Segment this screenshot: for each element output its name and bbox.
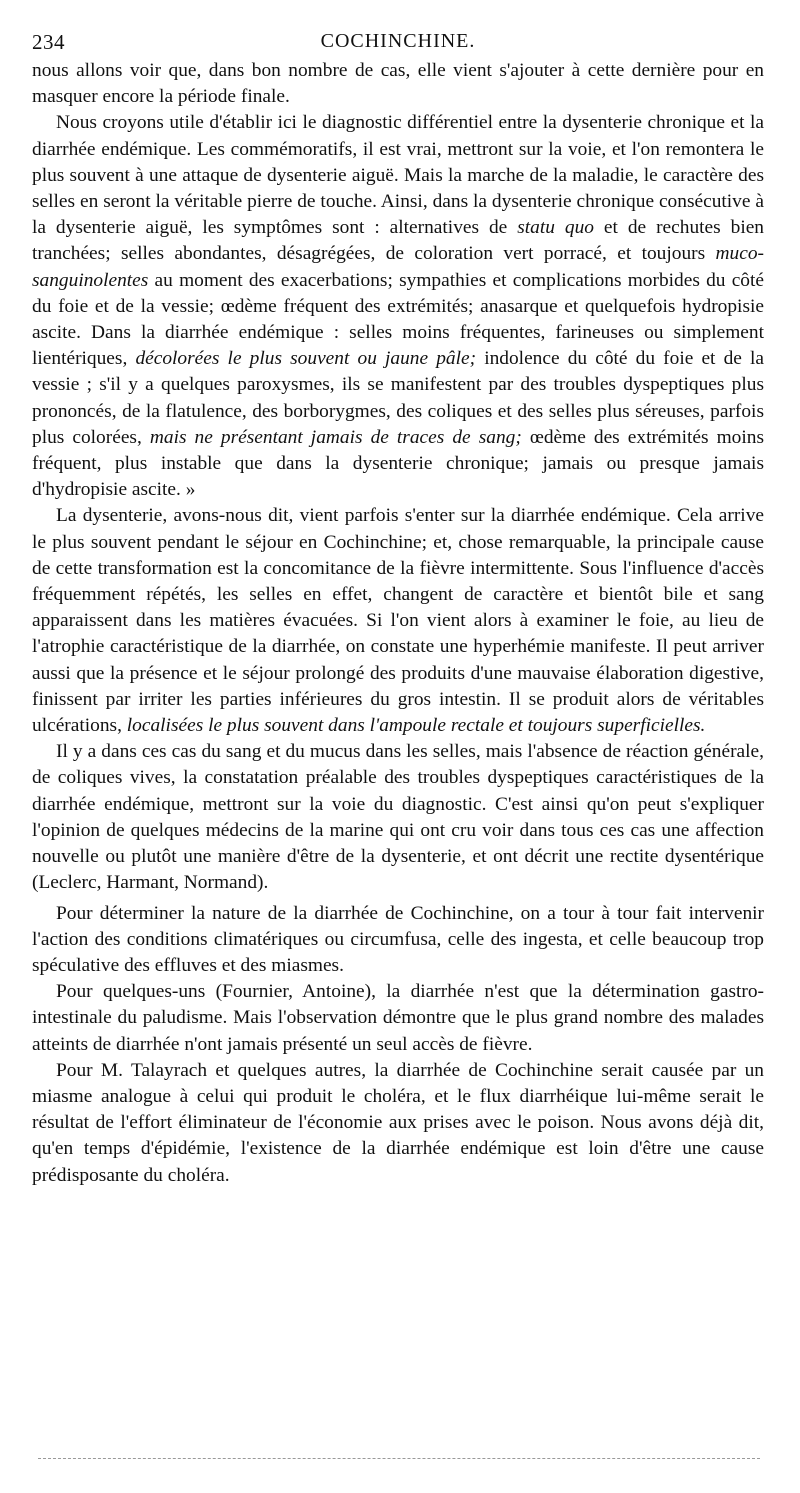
page-header <box>32 30 764 58</box>
text-run: Nous croyons utile d'établir ici le diagnostic différentiel entre la dysenterie chronique et la diarrhée endémique. Les commémoratifs, il est vrai, mettront sur la voie, et l'on remontera le plus souvent à une attaque de dysenterie aiguë. Mais la marche de la maladie, le caractère des selles en seront la véritable pierre de touche. Ainsi, dans la dysenterie chronique consécutive à la dysenterie aiguë, les symptômes sont : alternatives de <box>32 112 764 239</box>
text-run: indolence du côté du foie et de la vessie ; s'il y a quelques paroxysmes, ils se manifestent par des troubles dyspeptiques plus prononcés, de la flatulence, des borborygmes, des coliques et des selles plus séreuses, parfois plus colorées, <box>32 348 764 448</box>
text-run: nous allons voir que, dans bon nombre de cas, elle vient s'ajouter à cette dernière pour en masquer encore la période finale. <box>32 60 764 108</box>
italic-text: localisées le plus souvent dans l'ampoule rectale et toujours superficielles. <box>126 715 706 737</box>
page-number: 234 <box>32 30 65 54</box>
paragraph-paludisme <box>32 979 764 1058</box>
text-run: Pour M. Talayrach et quelques autres, la diarrhée de Cochinchine serait causée par un miasme analogue à celui qui produit le choléra, et le flux diarrhéique lui-même serait le résultat de l'effort éliminateur de l'économie aux prises avec le poison. Nous avons déjà dit, qu'en temps d'épidémie, l'existence de la diarrhée endémique est loin d'être une cause prédisposante du choléra. <box>32 1059 764 1186</box>
text-run: et de rechutes bien tranchées; selles abondantes, désagrégées, de coloration vert porracé, et toujours <box>32 217 765 265</box>
paragraph-dysentery-transformation <box>32 503 764 739</box>
text-run: œdème des extrémités moins fréquent, plus instable que dans la dysenterie chronique; jamais ou presque jamais d'hydropisie ascite. » <box>32 426 764 501</box>
italic-text: mais ne présentant jamais de traces de sang; <box>149 426 522 448</box>
italic-text: décolorées le plus souvent ou jaune pâle; <box>135 348 477 370</box>
italic-text: statu quo <box>517 217 594 239</box>
body-text <box>32 58 764 1189</box>
paragraph-nature <box>32 901 764 980</box>
text-run: au moment des exacerbations; sympathies et complications morbides du côté du foie et de la vessie; œdème fréquent des extrémités; anasarque et quelquefois hydropisie ascite. Dans la diarrhée endémique : selles moins fréquentes, farineuses ou simplement lientériques, <box>32 269 764 370</box>
running-title: COCHINCHINE. <box>320 30 476 52</box>
bottom-divider <box>38 1458 760 1459</box>
text-run: Pour déterminer la nature de la diarrhée de Cochinchine, on a tour à tour fait intervenir l'action des conditions climatériques ou circumfusa, celle des ingesta, et celle beaucoup trop spéculative des effluves et des miasmes. <box>32 902 764 976</box>
paragraph-continuation <box>32 58 764 110</box>
text-run: Il y a dans ces cas du sang et du mucus dans les selles, mais l'absence de réaction générale, de coliques vives, la constatation préalable des troubles dyspeptiques caractéristiques de la diarrhée endémique, mettront sur la voie du diagnostic. C'est ainsi qu'on peut s'expliquer l'opinion de quelques médecins de la marine qui ont cru voir dans tous ces cas une affection nouvelle ou plutôt une manière d'être de la dysenterie, et ont décrit une rectite dysentérique (Leclerc, Harmant, Normand). <box>32 741 764 894</box>
book-page <box>32 30 764 1189</box>
paragraph-rectite <box>32 739 764 896</box>
paragraph-differential-diagnosis <box>32 110 764 503</box>
paragraph-miasme <box>32 1058 764 1189</box>
italic-text: muco-sanguinolentes <box>32 243 764 291</box>
text-run: La dysenterie, avons-nous dit, vient parfois s'enter sur la diarrhée endémique. Cela arrive le plus souvent pendant le séjour en Cochinchine; et, chose remarquable, la principale cause de cette transformation est la concomitance de la fièvre intermittente. Sous l'influence d'accès fréquemment répétés, les selles en effet, changent de caractère et bientôt bile et sang apparaissent dans les matières évacuées. Si l'on vient alors à examiner le foie, au lieu de l'atrophie caractéristique de la diarrhée, on constate une hyperhémie manifeste. Il peut arriver aussi que la présence et le séjour prolongé des produits d'une mauvaise élaboration digestive, finissent par irriter les parties inférieures du gros intestin. Il se produit alors de véritables ulcérations, <box>32 505 764 737</box>
text-run: Pour quelques-uns (Fournier, Antoine), la diarrhée n'est que la détermination gastro-intestinale du paludisme. Mais l'observation démontre que le plus grand nombre des malades atteints de diarrhée n'ont jamais présenté un seul accès de fièvre. <box>32 981 764 1055</box>
